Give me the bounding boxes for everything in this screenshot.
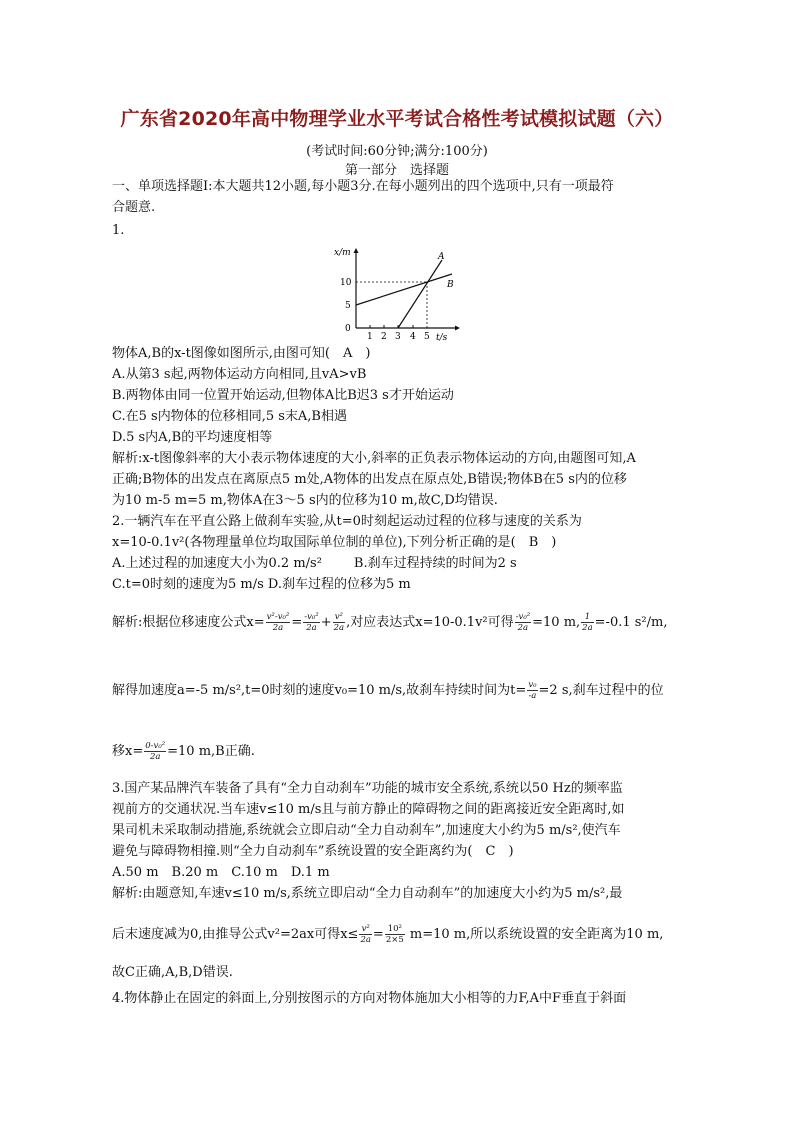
fraction: $\frac{\text{10²}}{2\times 5}$ [385, 924, 404, 945]
q3-analysis-2: 后末速度减为0,由推导公式v²=2ax可得x≤ $\frac{\text{v²}}{2a}$ = $\frac{\text{10²}}{2\times 5}$ m=10 m,所以系统设置的安全距离为10 m, [112, 924, 664, 945]
q1-analysis: 解析:x-t图像斜率的大小表示物体速度的大小,斜率的正负表示物体运动的方向,由题图可知,A [112, 451, 636, 466]
q1-analysis: 为10 m-5 m=5 m,物体A在3～5 s内的位移为10 m,故C,D均错误. [112, 493, 498, 508]
xt-graph [328, 244, 468, 344]
svg-text:4: 4 [410, 332, 416, 342]
xt-graph-svg [328, 244, 468, 344]
svg-text:1: 1 [367, 332, 373, 342]
q1-analysis: 正确;B物体的出发点在离原点5 m处,A物体的出发点在原点处,B错误;物体B在5 s内的位移 [112, 472, 627, 487]
q3-analysis-1: 解析:由题意知,车速v≤10 m/s,系统立即启动“全力自动刹车”的加速度大小约为5 m/s²,最 [112, 886, 623, 901]
q2-option-a: A.上述过程的加速度大小为0.2 m/s² [112, 556, 322, 571]
q4-stem: 4.物体静止在固定的斜面上,分别按图示的方向对物体施加大小相等的力F,A中F垂直于斜面 [112, 991, 627, 1006]
q2-option-b: B.刹车过程持续的时间为2 s [353, 556, 517, 571]
q1-stem: 物体A,B的x-t图像如图所示,由图可知( A ) [112, 346, 371, 361]
exam-info: (考试时间:60分钟;满分:100分) [306, 144, 488, 159]
q2-analysis-2: 解得加速度a=-5 m/s²,t=0时刻的速度v₀=10 m/s,故刹车持续时间为t= $\frac{\text{v₀}}{-a}$ =2 s,刹车过程中的位 [112, 680, 664, 701]
q3-stem: 果司机未采取制动措施,系统就会立即启动“全力自动刹车”,加速度大小约为5 m/s²,使汽车 [112, 823, 621, 838]
fraction: $\frac{\text{v₀}}{-a}$ [528, 680, 537, 701]
svg-text:2: 2 [381, 332, 387, 342]
q3-stem: 视前方的交通状况.当车速v≤10 m/s且与前方静止的障碍物之间的距离接近安全距离时,如 [112, 802, 625, 817]
fraction: $\frac{\text{0-v₀²}}{2a}$ [145, 741, 166, 762]
fraction: $\frac{\text{v²}}{2a}$ [360, 924, 371, 945]
q2-options-row2: C.t=0时刻的速度为5 m/s D.刹车过程的位移为5 m [112, 577, 411, 592]
svg-text:x/m: x/m [334, 248, 351, 258]
q1-option-d: D.5 s内A,B的平均速度相等 [112, 430, 273, 445]
q2-analysis-1: 解析:根据位移速度公式x= $\frac{\text{v²-v₀²}}{2a}$ = $\frac{\text{-v₀²}}{2a}$ + $\frac{\text{v²}}{2a}$ ,对应表达式x=10-0.1v²可得 $\frac{\text{-v₀²}}{2a}$ =10 m, $\frac{1}{2a}$ =-0.1 s²/m, [112, 612, 668, 633]
part-heading: 第一部分 选择题 [344, 163, 449, 178]
fraction: $\frac{\text{v²}}{2a}$ [333, 612, 345, 633]
q2-options-row1 [112, 555, 692, 573]
fraction: $\frac{1}{2a}$ [582, 612, 593, 633]
fraction: $\frac{\text{-v₀²}}{2a}$ [304, 612, 319, 633]
svg-text:3: 3 [395, 332, 401, 342]
svg-text:B: B [447, 280, 454, 290]
fraction: $\frac{\text{v²-v₀²}}{2a}$ [266, 612, 290, 633]
q3-options: A.50 m B.20 m C.10 m D.1 m [112, 865, 330, 880]
q2-analysis-3: 移x= $\frac{\text{0-v₀²}}{2a}$ =10 m,B正确. [112, 741, 255, 762]
section-intro: 一、单项选择题Ⅰ:本大题共12小题,每小题3分.在每小题列出的四个选项中,只有一项最符 [112, 179, 614, 194]
page-title: 广东省2020年高中物理学业水平考试合格性考试模拟试题（六） [120, 108, 674, 130]
svg-text:A: A [438, 252, 445, 262]
q1-option-c: C.在5 s内物体的位移相同,5 s末A,B相遇 [112, 409, 347, 424]
q3-stem: 避免与障碍物相撞.则“全力自动刹车”系统设置的安全距离约为( C ) [112, 844, 514, 859]
question-number: 1. [112, 223, 125, 238]
q2-stem: 2.一辆汽车在平直公路上做刹车实验,从t=0时刻起运动过程的位移与速度的关系为 [112, 514, 582, 529]
section-intro-cont: 合题意. [112, 200, 156, 215]
q3-stem: 3.国产某品牌汽车装备了具有“全力自动刹车”功能的城市安全系统,系统以50 Hz的频率监 [112, 781, 623, 796]
svg-text:0: 0 [345, 324, 351, 334]
svg-text:5: 5 [345, 301, 351, 311]
q1-option-a: A.从第3 s起,两物体运动方向相同,且vA>vB [112, 367, 367, 382]
q2-stem-cont: x=10-0.1v²(各物理量单位均取国际单位制的单位),下列分析正确的是( B ) [112, 535, 557, 550]
fraction: $\frac{\text{-v₀²}}{2a}$ [515, 612, 531, 633]
svg-text:5: 5 [424, 332, 430, 342]
q3-analysis-3: 故C正确,A,B,D错误. [112, 965, 233, 980]
q1-option-b: B.两物体由同一位置开始运动,但物体A比B迟3 s才开始运动 [112, 388, 454, 403]
svg-text:10: 10 [340, 278, 352, 288]
svg-text:t/s: t/s [436, 333, 448, 343]
